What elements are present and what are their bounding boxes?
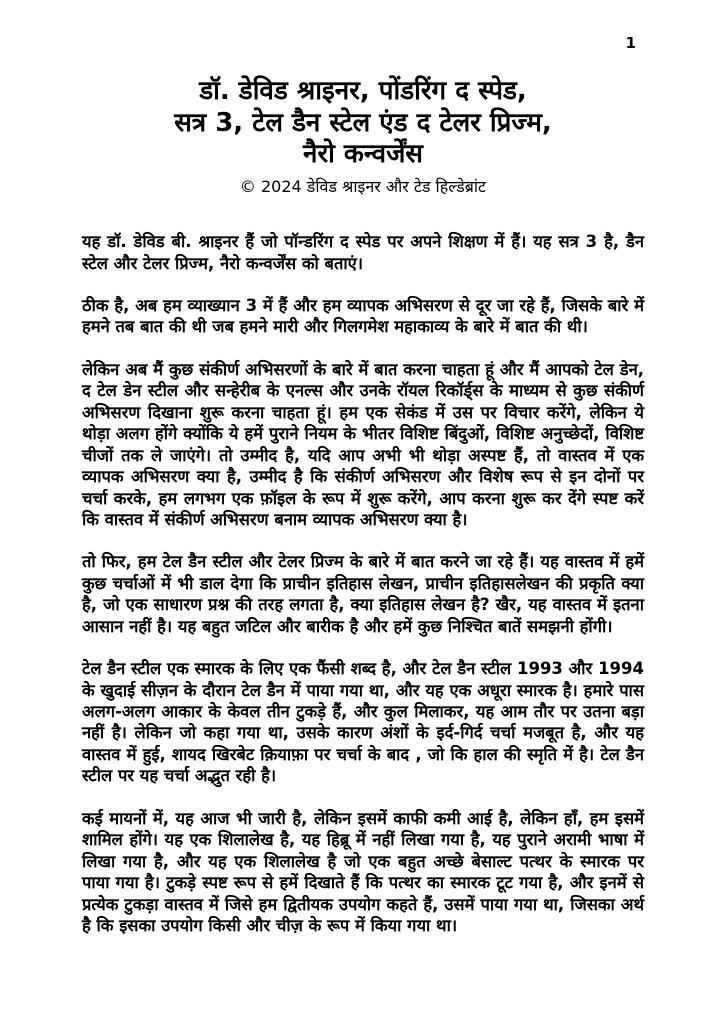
document-title [82,76,644,171]
paragraph: कई मायनों में, यह आज भी जारी है, लेकिन इसमें काफी कमी आई है, लेकिन हाँ, हम इसमें शामिल होंगे। यह एक शिलालेख है, यह हिब्रू में नहीं लिखा गया है, यह पुराने अरामी भाषा में लिखा गया है, और यह एक शिलालेख है जो एक बहुत अच्छे बेसाल्ट पत्थर के स्मारक पर पाया गया है। टुकड़े स्पष्ट रूप से हमें दिखाते हैं कि पत्थर का स्मारक टूट गया है, और इनमें से प्रत्येक टुकड़ा वास्तव में जिसे हम द्वितीयक उपयोग कहते हैं, उसमें पाया गया था, जिसका अर्थ है कि इसका उपयोग किसी और चीज़ के रूप में किया गया था। [82,808,644,935]
paragraph: टेल डैन स्टील एक स्मारक के लिए एक फैंसी शब्द है, और टेल डैन स्टील 1993 और 1994 के खुदाई सीज़न के दौरान टेल डैन में पाया गया था, और यह एक अधूरा स्मारक है। हमारे पास अलग-अलग आकार के केवल तीन टुकड़े हैं, और कुल मिलाकर, यह आम तौर पर उतना बड़ा नहीं है। लेकिन जो कहा गया था, उसके कारण अंशों के इर्द-गिर्द चर्चा मजबूत है, और यह वास्तव में हुई, शायद खिरबेट क़ियाफ़ा पर चर्चा के बाद , जो कि हाल की स्मृति में है। टेल डैन स्टील पर यह चर्चा अद्भुत रही है। [82,659,644,786]
title-line: डॉ. डेविड श्राइनर, पोंडरिंग द स्पेड, [199,76,527,106]
paragraph: यह डॉ. डेविड बी. श्राइनर हैं जो पॉन्डरिंग द स्पेड पर अपने शिक्षण में हैं। यह सत्र 3 है, डैन स्टेल और टेलर प्रिज्म, नैरो कन्वर्जेंस को बताएं। [82,232,644,273]
paragraph: लेकिन अब मैं कुछ संकीर्ण अभिसरणों के बारे में बात करना चाहता हूं और मैं आपको टेल डेन, द टेल डेन स्टील और सन्हेरीब के एनल्स और उनके रॉयल रिकॉर्ड्स के माध्यम से कुछ संकीर्ण अभिसरण दिखाना शुरू करना चाहता हूं। हम एक सेकंड में उस पर विचार करेंगे, लेकिन ये थोड़ा अलग होंगे क्योंकि ये हमें पुराने नियम के भीतर विशिष्ट बिंदुओं, विशिष्ट अनुच्छेदों, विशिष्ट चीजों तक ले जाएंगे। तो उम्मीद है, यदि आप अभी भी थोड़ा अस्पष्ट हैं, तो वास्तव में एक व्यापक अभिसरण क्या है, उम्मीद है कि संकीर्ण अभिसरण और विशेष रूप से इन दोनों पर चर्चा करके, हम लगभग एक फ़ॉइल के रूप में शुरू करेंगे, आप करना शुरू कर देंगे स्पष्ट करें कि वास्तव में संकीर्ण अभिसरण बनाम व्यापक अभिसरण क्या है। [82,359,644,529]
title-line: सत्र 3, टेल डैन स्टेल एंड द टेलर प्रिज्म, [174,107,552,138]
paragraph: ठीक है, अब हम व्याख्यान 3 में हैं और हम व्यापक अभिसरण से दूर जा रहे हैं, जिसके बारे में हमने तब बात की थी जब हमने मारी और गिलगमेश महाकाव्य के बारे में बात की थी। [82,296,644,337]
title-line: नैरो कन्वर्जेंस [303,139,423,170]
page-number: 1 [625,34,636,52]
body-text [82,231,644,936]
copyright-line: © 2024 डेविड श्राइनर और टेड हिल्डेब्रांट [239,177,487,197]
paragraph: तो फिर, हम टेल डैन स्टील और टेलर प्रिज्म के बारे में बात करने जा रहे हैं। यह वास्तव में हमें कुछ चर्चाओं में भी डाल देगा कि प्राचीन इतिहास लेखन, प्राचीन इतिहासलेखन की प्रकृति क्या है, जो एक साधारण प्रश्न की तरह लगता है, क्या इतिहास लेखन है? खैर, यह वास्तव में इतना आसान नहीं है। यह बहुत जटिल और बारीक है और हमें कुछ निश्चित बातें समझनी होंगी। [82,552,644,636]
